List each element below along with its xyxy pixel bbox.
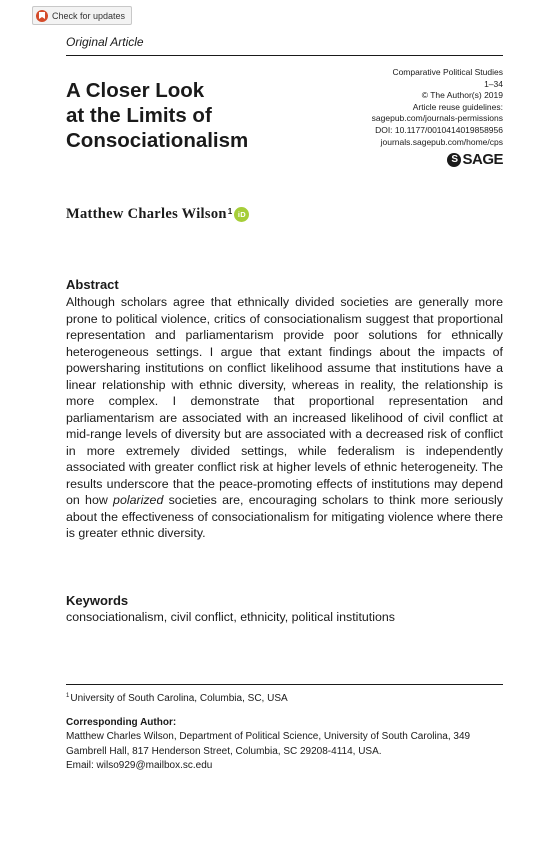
affiliation-footnote <box>66 693 288 704</box>
publisher-name: SAGE <box>462 151 503 168</box>
corresponding-email[interactable]: Email: wilso929@mailbox.sc.edu <box>66 760 213 771</box>
abstract-text-part: Although scholars agree that ethnically divided societies are generally more prone to political violence, critics of consociationalism suggest that proportional representation and parliamentarism provide poor solutions for ethnically heterogeneous settings. I argue that extant findings about the impacts of powersharing institutions on conflict likelihood assume that institutions have a linear relationship with ethnic diversity, whereas in reality, the relationship is more complex. I demonstrate that proportional representation and parliamentarism are associated with an increased likelihood of civil conflict at mid-range levels of diversity but are associated with a decreased risk of conflict in more extremely divided settings, while federalism is independently associated with greater conflict risk at higher levels of ethnic heterogeneity. The results underscore that the peace-promoting effects of institutions may depend on how <box>66 295 503 507</box>
article-type: Original Article <box>66 35 144 49</box>
bookmark-icon <box>36 10 48 22</box>
abstract-text <box>66 294 503 542</box>
corresponding-author-heading: Corresponding Author: <box>66 717 177 728</box>
footnote-marker: 1 <box>66 693 70 699</box>
abstract-text-part: societies are, encouraging scholars to think more seriously about the effectiveness of consociationalism for mitigating violence where there is greater ethnic diversity. <box>66 493 503 540</box>
corresponding-line: Matthew Charles Wilson, Department of Political Science, University of South Carolina, 349 <box>66 731 471 742</box>
keywords-heading: Keywords <box>66 593 129 608</box>
corresponding-author-details <box>66 730 506 774</box>
journal-name: Comparative Political Studies <box>392 67 503 77</box>
keywords-text: consociationalism, civil conflict, ethnicity, political institutions <box>66 610 395 624</box>
title-line: A Closer Look <box>66 79 205 102</box>
journal-meta <box>372 67 503 148</box>
affiliation-marker: 1 <box>227 207 233 216</box>
corresponding-line: Gambrell Hall, 817 Henderson Street, Columbia, SC 29208-4114, USA. <box>66 745 382 757</box>
sage-mark-icon: S <box>447 153 461 167</box>
page-range: 1–34 <box>484 78 503 89</box>
check-for-updates-button[interactable] <box>32 6 132 25</box>
reuse-guidelines-label: Article reuse guidelines: <box>412 101 503 112</box>
check-for-updates-label: Check for updates <box>52 10 126 21</box>
orcid-icon[interactable]: iD <box>234 207 249 222</box>
title-line: at the Limits of <box>66 104 212 127</box>
author-line <box>66 206 249 223</box>
sage-logo <box>447 151 503 168</box>
footnote-rule <box>66 684 503 685</box>
article-title <box>66 78 306 153</box>
copyright: © The Author(s) 2019 <box>421 90 503 101</box>
permissions-link[interactable]: sagepub.com/journals-permissions <box>371 113 503 124</box>
abstract-italic-word: polarized <box>113 493 164 507</box>
doi[interactable]: DOI: 10.1177/0010414019858956 <box>375 124 503 135</box>
journal-home-link[interactable]: journals.sagepub.com/home/cps <box>380 136 503 147</box>
author-name: Matthew Charles Wilson <box>66 206 227 222</box>
abstract-heading: Abstract <box>66 277 119 292</box>
title-line: Consociationalism <box>66 129 249 152</box>
affiliation-text: University of South Carolina, Columbia, SC, USA <box>70 693 288 704</box>
header-rule <box>66 55 503 56</box>
